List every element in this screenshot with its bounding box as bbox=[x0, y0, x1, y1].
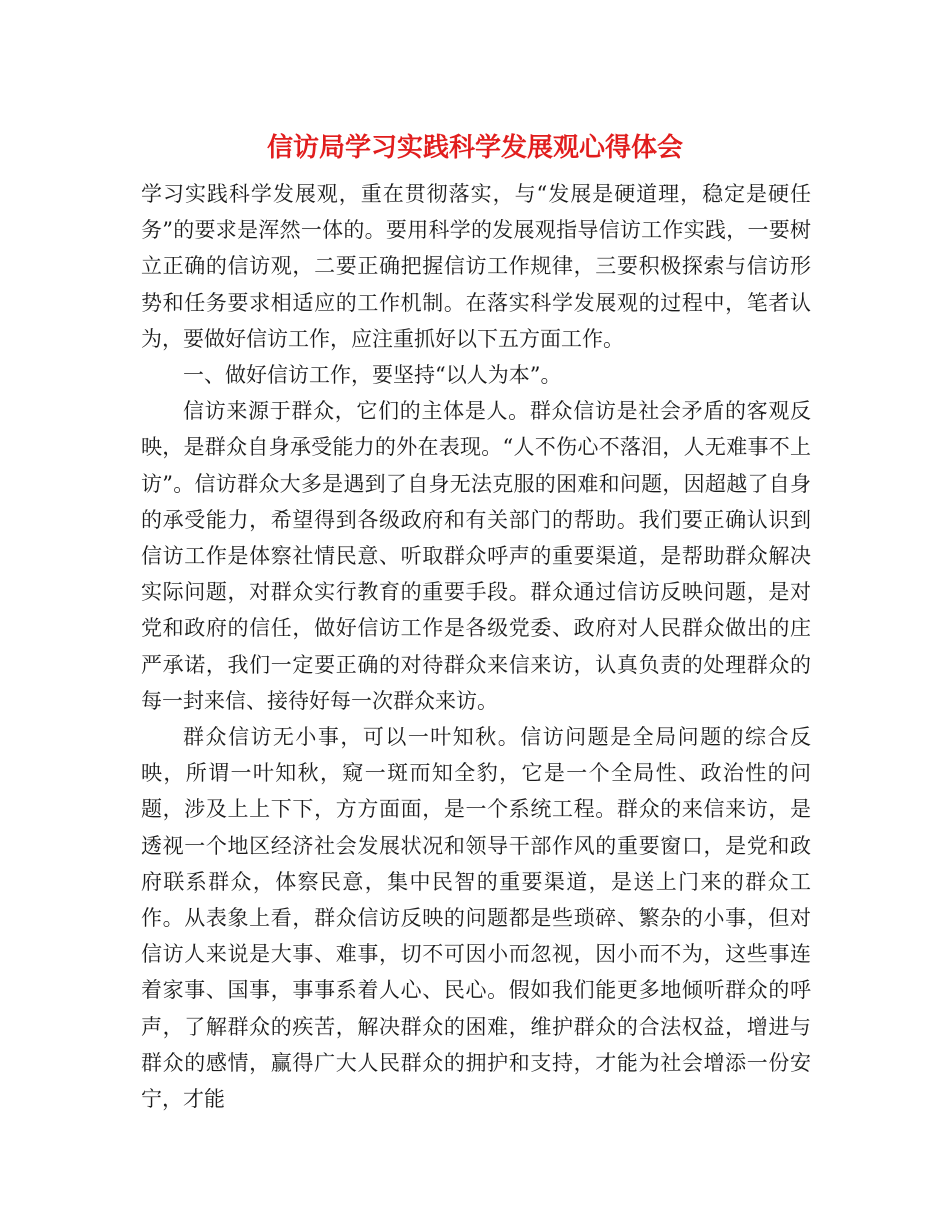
paragraph-1: 信访来源于群众，它们的主体是人。群众信访是社会矛盾的客观反映，是群众自身承受能力的外在表现。“人不伤心不落泪，人无难事不上访”。信访群众大多是遇到了自身无法克服的困难和问题，因超越了自身的承受能力，希望得到各级政府和有关部门的帮助。我们要正确认识到信访工作是体察社情民意、听取群众呼声的重要渠道，是帮助群众解决实际问题，对群众实行教育的重要手段。群众通过信访反映问题，是对党和政府的信任，做好信访工作是各级党委、政府对人民群众做出的庄严承诺，我们一定要正确的对待群众来信来访，认真负责的处理群众的每一封来信、接待好每一次群众来访。 bbox=[141, 399, 811, 713]
document-body bbox=[141, 176, 811, 1117]
section-heading-1: 一、做好信访工作，要坚持“以人为本”。 bbox=[183, 363, 562, 388]
document-title: 信访局学习实践科学发展观心得体会 bbox=[266, 133, 683, 163]
paragraph-2: 群众信访无小事，可以一叶知秋。信访问题是全局问题的综合反映，所谓一叶知秋，窥一斑而知全豹，它是一个全局性、政治性的问题，涉及上上下下，方方面面，是一个系统工程。群众的来信来访，是透视一个地区经济社会发展状况和领导干部作风的重要窗口，是党和政府联系群众，体察民意，集中民智的重要渠道，是送上门来的群众工作。从表象上看，群众信访反映的问题都是些琐碎、繁杂的小事，但对信访人来说是大事、难事，切不可因小而忽视，因小而不为，这些事连着家事、国事，事事系着人心、民心。假如我们能更多地倾听群众的呼声，了解群众的疾苦，解决群众的困难，维护群众的合法权益，增进与群众的感情，赢得广大人民群众的拥护和支持，才能为社会增添一份安宁，才能 bbox=[141, 725, 811, 1112]
paragraph-intro: 学习实践科学发展观，重在贯彻落实，与“发展是硬道理，稳定是硬任务”的要求是浑然一体的。要用科学的发展观指导信访工作实践，一要树立正确的信访观，二要正确把握信访工作规律，三要积极探索与信访形势和任务要求相适应的工作机制。在落实科学发展观的过程中，笔者认为，要做好信访工作，应注重抓好以下五方面工作。 bbox=[141, 182, 811, 351]
